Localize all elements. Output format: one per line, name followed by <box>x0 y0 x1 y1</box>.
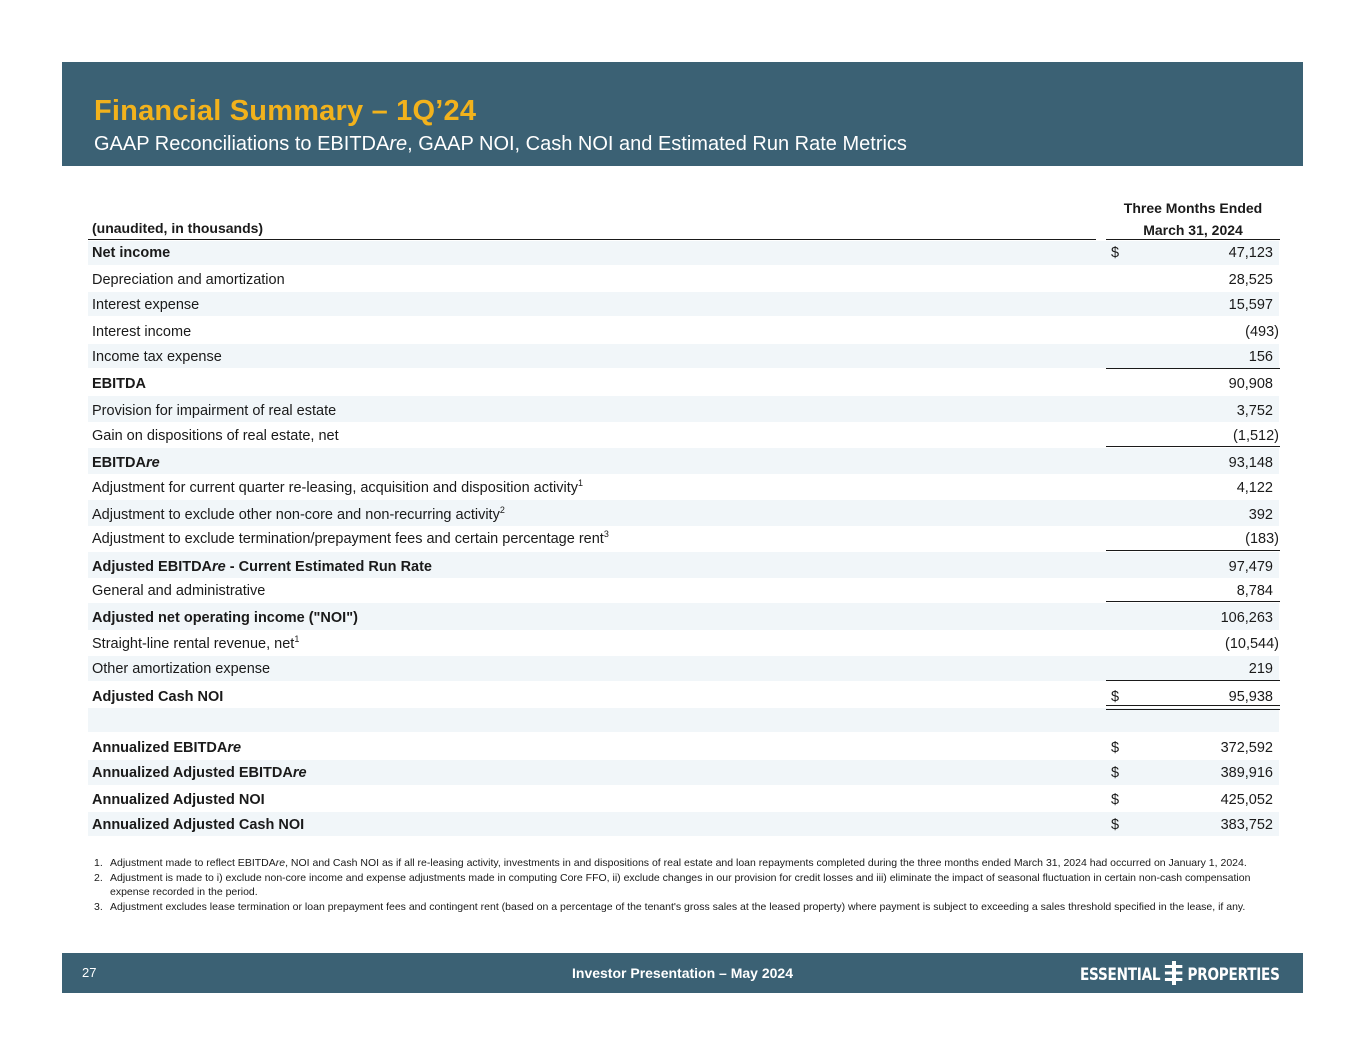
page-subtitle: GAAP Reconciliations to EBITDAre, GAAP NOI, Cash NOI and Estimated Run Rate Metrics <box>94 133 907 155</box>
table-row <box>88 500 1279 526</box>
row-label: Depreciation and amortization <box>92 272 285 288</box>
row-label: Provision for impairment of real estate <box>92 403 337 419</box>
table-row <box>88 344 1279 368</box>
row-value: (1,512) <box>1233 428 1279 444</box>
dollar-sign: $ <box>1111 740 1120 756</box>
table-row <box>88 656 1279 681</box>
footnote: 2. Adjustment is made to i) exclude non-core income and expense adjustments made in computing Core FFO, ii) exclude changes in our provision for credit losses and iii) eliminate the impact of seasonal fluctuation in certain non-cash compensation expense recorded in the period. <box>94 871 1251 898</box>
subtotal-rule <box>1106 680 1280 681</box>
row-value: 372,592 <box>1220 740 1273 756</box>
unit-label: (unaudited, in thousands) <box>92 220 264 236</box>
row-label: Adjusted net operating income ("NOI") <box>92 610 358 626</box>
table-row <box>88 448 1279 474</box>
row-value: 383,752 <box>1220 817 1273 833</box>
footer-bar <box>62 953 1303 993</box>
row-label: Annualized Adjusted NOI <box>92 792 265 808</box>
row-value: 4,122 <box>1236 480 1273 496</box>
row-value: 15,597 <box>1228 297 1273 313</box>
row-label: Other amortization expense <box>92 661 271 677</box>
row-value: 93,148 <box>1228 455 1273 471</box>
table-row <box>88 578 1279 602</box>
row-label: EBITDA <box>92 376 146 392</box>
row-value: 95,938 <box>1228 689 1273 705</box>
dollar-sign: $ <box>1111 765 1120 781</box>
total-double-rule <box>1106 705 1280 706</box>
subtotal-rule <box>1106 601 1280 602</box>
row-label: Adjustment to exclude termination/prepayment fees and certain percentage rent$^3$ <box>92 529 609 547</box>
table-row <box>88 786 1279 812</box>
row-value: 8,784 <box>1236 583 1273 599</box>
table-row <box>88 396 1279 422</box>
table-row <box>88 603 1279 630</box>
title-banner <box>62 62 1303 166</box>
footnotes <box>94 856 1274 914</box>
subtotal-rule <box>1106 550 1280 551</box>
total-double-rule <box>1106 709 1280 710</box>
row-value: 392 <box>1248 507 1273 523</box>
table-row <box>88 526 1279 550</box>
spacer-row <box>88 708 1279 732</box>
dollar-sign: $ <box>1111 245 1120 261</box>
table-row <box>88 734 1279 759</box>
header-rule <box>88 239 1096 240</box>
table-row <box>88 292 1279 316</box>
page-title: Financial Summary – 1Q’24 <box>94 95 477 127</box>
row-label: Adjustment to exclude other non-core and non-recurring activity$^2$ <box>92 505 505 523</box>
page-number: 27 <box>82 965 97 980</box>
table-row <box>88 630 1279 655</box>
footnote: 3. Adjustment excludes lease termination or loan prepayment fees and contingent rent (based on a percentage of the tenant's gross sales at the leased property) where payment is subject to exceeding a sales threshold specified in the lease, if any. <box>94 900 1246 913</box>
row-label: Adjustment for current quarter re-leasing, acquisition and disposition activity$^1$ <box>92 478 584 496</box>
table-row <box>88 552 1279 578</box>
row-value: 219 <box>1248 661 1273 677</box>
row-label: General and administrative <box>92 583 266 599</box>
company-logo: ESSENTIAL PROPERTIES <box>1080 963 1280 987</box>
table-row <box>88 266 1279 292</box>
table-row <box>88 370 1279 396</box>
table-row <box>88 318 1279 344</box>
subtotal-rule <box>1106 446 1280 447</box>
row-label: Annualized Adjusted Cash NOI <box>92 817 305 833</box>
row-label: Adjusted EBITDAre - Current Estimated Run Rate <box>92 559 432 575</box>
footnote: 1. Adjustment made to reflect EBITDAre, NOI and Cash NOI as if all re-leasing activity, investments in and dispositions of real estate and loan repayments completed during the three months ended March 31, 2024 had occurred on January 1, 2024. <box>94 857 1247 869</box>
row-label: Interest expense <box>92 297 200 313</box>
table-row <box>88 682 1279 708</box>
table-row <box>88 422 1279 446</box>
table-row <box>88 474 1279 500</box>
table-row <box>88 812 1279 836</box>
row-value: 156 <box>1248 349 1273 365</box>
row-label: EBITDAre <box>92 455 160 471</box>
row-label: Straight-line rental revenue, net$^1$ <box>92 634 300 652</box>
footer-title: Investor Presentation – May 2024 <box>572 965 793 981</box>
row-value: 425,052 <box>1220 792 1273 808</box>
row-value: 90,908 <box>1228 376 1273 392</box>
dollar-sign: $ <box>1111 817 1120 833</box>
row-value: (493) <box>1245 324 1279 340</box>
row-value: 389,916 <box>1220 765 1273 781</box>
header-rule-value <box>1106 239 1280 240</box>
row-label: Gain on dispositions of real estate, net <box>92 428 339 444</box>
column-header: Three Months Ended March 31, 2024 <box>1123 200 1263 238</box>
dollar-sign: $ <box>1111 792 1120 808</box>
row-label: Interest income <box>92 324 192 340</box>
row-value: (10,544) <box>1224 636 1279 652</box>
row-value: 47,123 <box>1228 245 1273 261</box>
row-label: Income tax expense <box>92 349 222 365</box>
table-row <box>88 760 1279 785</box>
dollar-sign: $ <box>1111 689 1120 705</box>
row-value: 97,479 <box>1228 559 1273 575</box>
row-value: 106,263 <box>1220 610 1273 626</box>
row-value: 3,752 <box>1236 403 1273 419</box>
row-label: Net income <box>92 245 171 261</box>
row-value: (183) <box>1245 531 1279 547</box>
row-label: Annualized Adjusted EBITDAre <box>92 765 307 781</box>
subtotal-rule <box>1106 368 1280 369</box>
table-row <box>88 241 1279 265</box>
row-label: Annualized EBITDAre <box>92 740 242 756</box>
row-label: Adjusted Cash NOI <box>92 689 224 705</box>
row-value: 28,525 <box>1228 272 1273 288</box>
logo-mark-icon <box>1165 961 1183 985</box>
